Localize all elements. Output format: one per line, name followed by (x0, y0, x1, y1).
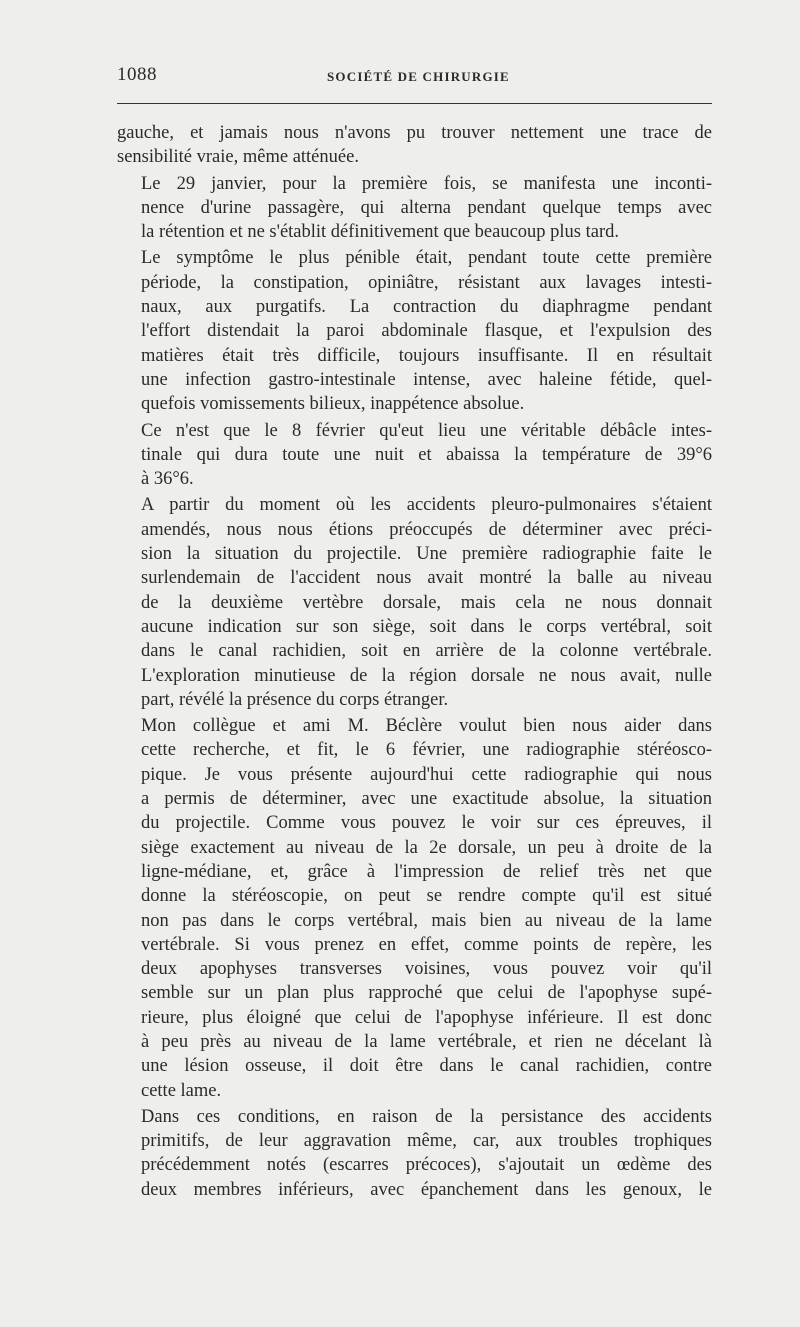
text-line: sion la situation du projectile. Une première radiographie faite le (141, 544, 712, 565)
paragraph (117, 1105, 712, 1202)
header-rule (117, 103, 712, 104)
text-line: la rétention et ne s'établit définitivement que beaucoup plus tard. (141, 222, 620, 243)
text-line: cette recherche, et fit, le 6 février, une radiographie stéréosco- (141, 740, 712, 761)
text-line: du projectile. Comme vous pouvez le voir sur ces épreuves, il (141, 813, 712, 834)
text-line: non pas dans le corps vertébral, mais bien au niveau de la lame (141, 910, 712, 931)
text-line: à peu près au niveau de la lame vertébrale, et rien ne décelant là (141, 1031, 712, 1052)
text-line: Mon collègue et ami M. Béclère voulut bien nous aider dans (141, 716, 712, 737)
text-line: donne la stéréoscopie, on peut se rendre compte qu'il est situé (141, 886, 712, 907)
text-line: pique. Je vous présente aujourd'hui cette radiographie qui nous (141, 764, 712, 785)
text-line: primitifs, de leur aggravation même, car, aux troubles trophiques (141, 1131, 712, 1152)
running-title: SOCIÉTÉ DE CHIRURGIE (327, 69, 510, 84)
paragraph (117, 419, 712, 492)
text-line: cette lame. (141, 1080, 222, 1101)
paragraph (117, 714, 712, 1103)
paragraph (117, 121, 712, 170)
paragraph (117, 246, 712, 416)
text-line: Le 29 janvier, pour la première fois, se manifesta une inconti- (141, 173, 712, 194)
text-line: surlendemain de l'accident nous avait montré la balle au niveau (141, 568, 712, 589)
paragraph (117, 172, 712, 245)
text-line: ligne-médiane, et, grâce à l'impression de relief très net que (141, 861, 712, 882)
text-line: l'effort distendait la paroi abdominale flasque, et l'expulsion des (141, 321, 712, 342)
text-line: rieure, plus éloigné que celui de l'apophyse inférieure. Il est donc (141, 1007, 712, 1028)
text-line: dans le canal rachidien, soit en arrière de la colonne vertébrale. (141, 641, 712, 662)
text-line: vertébrale. Si vous prenez en effet, comme points de repère, les (141, 934, 712, 955)
text-line: naux, aux purgatifs. La contraction du diaphragme pendant (141, 297, 712, 318)
text-line: A partir du moment où les accidents pleuro-pulmonaires s'étaient (141, 495, 712, 516)
text-line: Ce n'est que le 8 février qu'eut lieu une véritable débâcle intes- (141, 420, 712, 441)
paragraph (117, 493, 712, 712)
text-line: précédemment notés (escarres précoces), s'ajoutait un œdème des (141, 1155, 712, 1176)
text-line: quefois vomissements bilieux, inappétence absolue. (141, 394, 525, 415)
text-line: une lésion osseuse, il doit être dans le canal rachidien, contre (141, 1056, 712, 1077)
text-line: a permis de déterminer, avec une exactitude absolue, la situation (141, 789, 712, 810)
text-line: L'exploration minutieuse de la région dorsale ne nous avait, nulle (141, 665, 712, 686)
page-header (117, 64, 712, 92)
text-line: amendés, nous nous étions préoccupés de déterminer avec préci- (141, 519, 712, 540)
text-line: sensibilité vraie, même atténuée. (117, 147, 359, 168)
text-line: deux membres inférieurs, avec épanchement dans les genoux, le (141, 1179, 712, 1200)
text-line: siège exactement au niveau de la 2e dorsale, un peu à droite de la (141, 837, 712, 858)
text-line: Dans ces conditions, en raison de la persistance des accidents (141, 1106, 712, 1127)
text-line: gauche, et jamais nous n'avons pu trouver nettement une trace de (117, 123, 712, 143)
text-line: de la deuxième vertèbre dorsale, mais cela ne nous donnait (141, 592, 712, 613)
text-line: tinale qui dura toute une nuit et abaissa la température de 39°6 (141, 444, 712, 465)
text-line: nence d'urine passagère, qui alterna pendant quelque temps avec (141, 197, 712, 218)
text-line: semble sur un plan plus rapproché que celui de l'apophyse supé- (141, 983, 712, 1004)
body-text (117, 121, 712, 1202)
text-line: Le symptôme le plus pénible était, pendant toute cette première (141, 248, 712, 269)
text-line: une infection gastro-intestinale intense, avec haleine fétide, quel- (141, 369, 712, 390)
text-line: matières était très difficile, toujours insuffisante. Il en résultait (141, 345, 712, 366)
text-line: part, révélé la présence du corps étranger. (141, 689, 449, 710)
text-line: aucune indication sur son siège, soit dans le corps vertébral, soit (141, 616, 712, 637)
text-line: deux apophyses transverses voisines, vous pouvez voir qu'il (141, 959, 712, 980)
text-line: à 36°6. (141, 469, 194, 490)
text-line: période, la constipation, opiniâtre, résistant aux lavages intesti- (141, 272, 712, 293)
page-number: 1088 (117, 64, 157, 85)
